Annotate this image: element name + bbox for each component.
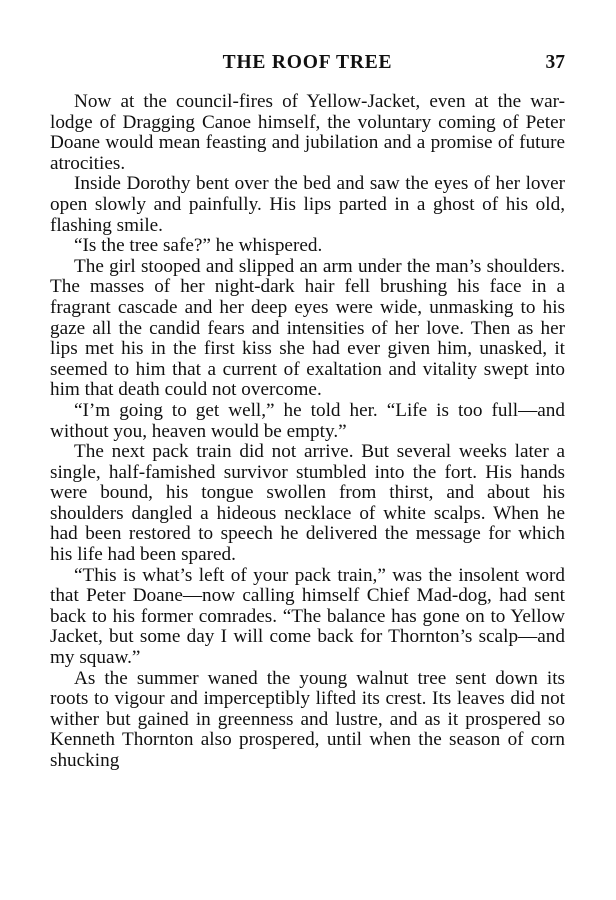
running-header [50, 52, 565, 78]
paragraph-dorothy-bedside: Inside Dorothy bent over the bed and saw the eyes of her lover open slowly and painfully. His lips parted in a ghost of his old, flashing smile. [50, 173, 565, 236]
body-text [50, 92, 565, 772]
paragraph-walnut-tree: As the summer waned the young walnut tree sent down its roots to vigour and imperceptibly lifted its crest. Its leaves did not wither but gained in greenness and lustre, and as it prospered so Kenneth Thornton also prospered, until when the season of corn shucking [50, 667, 565, 771]
paragraph-get-well: “I’m going to get well,” he told her. “Life is too full—and without you, heaven would be empty.” [50, 399, 565, 442]
running-title: THE ROOF TREE [222, 52, 393, 73]
page-number: 37 [545, 52, 565, 73]
paragraph-first-kiss: The girl stooped and slipped an arm under the man’s shoulders. The masses of her night-dark hair fell brushing his face in a fragrant cascade and her deep eyes were wide, unmasking to his gaze all the candid fears and intensities of her love. Then as her lips met his in the first kiss she had ever given him, unasked, it seemed to him that a current of exaltation and vitality swept into him that death could not overcome. [50, 255, 565, 401]
paragraph-pack-train: The next pack train did not arrive. But several weeks later a single, half-famished survivor stumbled into the fort. His hands were bound, his tongue swollen from thirst, and about his shoulders dangled a hideous necklace of white scalps. When he had been restored to speech he delivered the message for which his life had been spared. [50, 441, 565, 566]
paragraph-council-fires: Now at the council-fires of Yellow-Jacket, even at the war-lodge of Dragging Canoe himself, the voluntary coming of Peter Doane would mean feasting and jubilation and a promise of future atrocities. [50, 91, 565, 174]
paragraph-tree-safe: “Is the tree safe?” he whispered. [74, 235, 323, 257]
book-page [50, 52, 565, 772]
paragraph-message: “This is what’s left of your pack train,” was the insolent word that Peter Doane—now calling himself Chief Mad-dog, had sent back to his former comrades. “The balance has gone on to Yellow Jacket, but some day I will come back for Thornton’s scalp—and my squaw.” [50, 564, 565, 669]
